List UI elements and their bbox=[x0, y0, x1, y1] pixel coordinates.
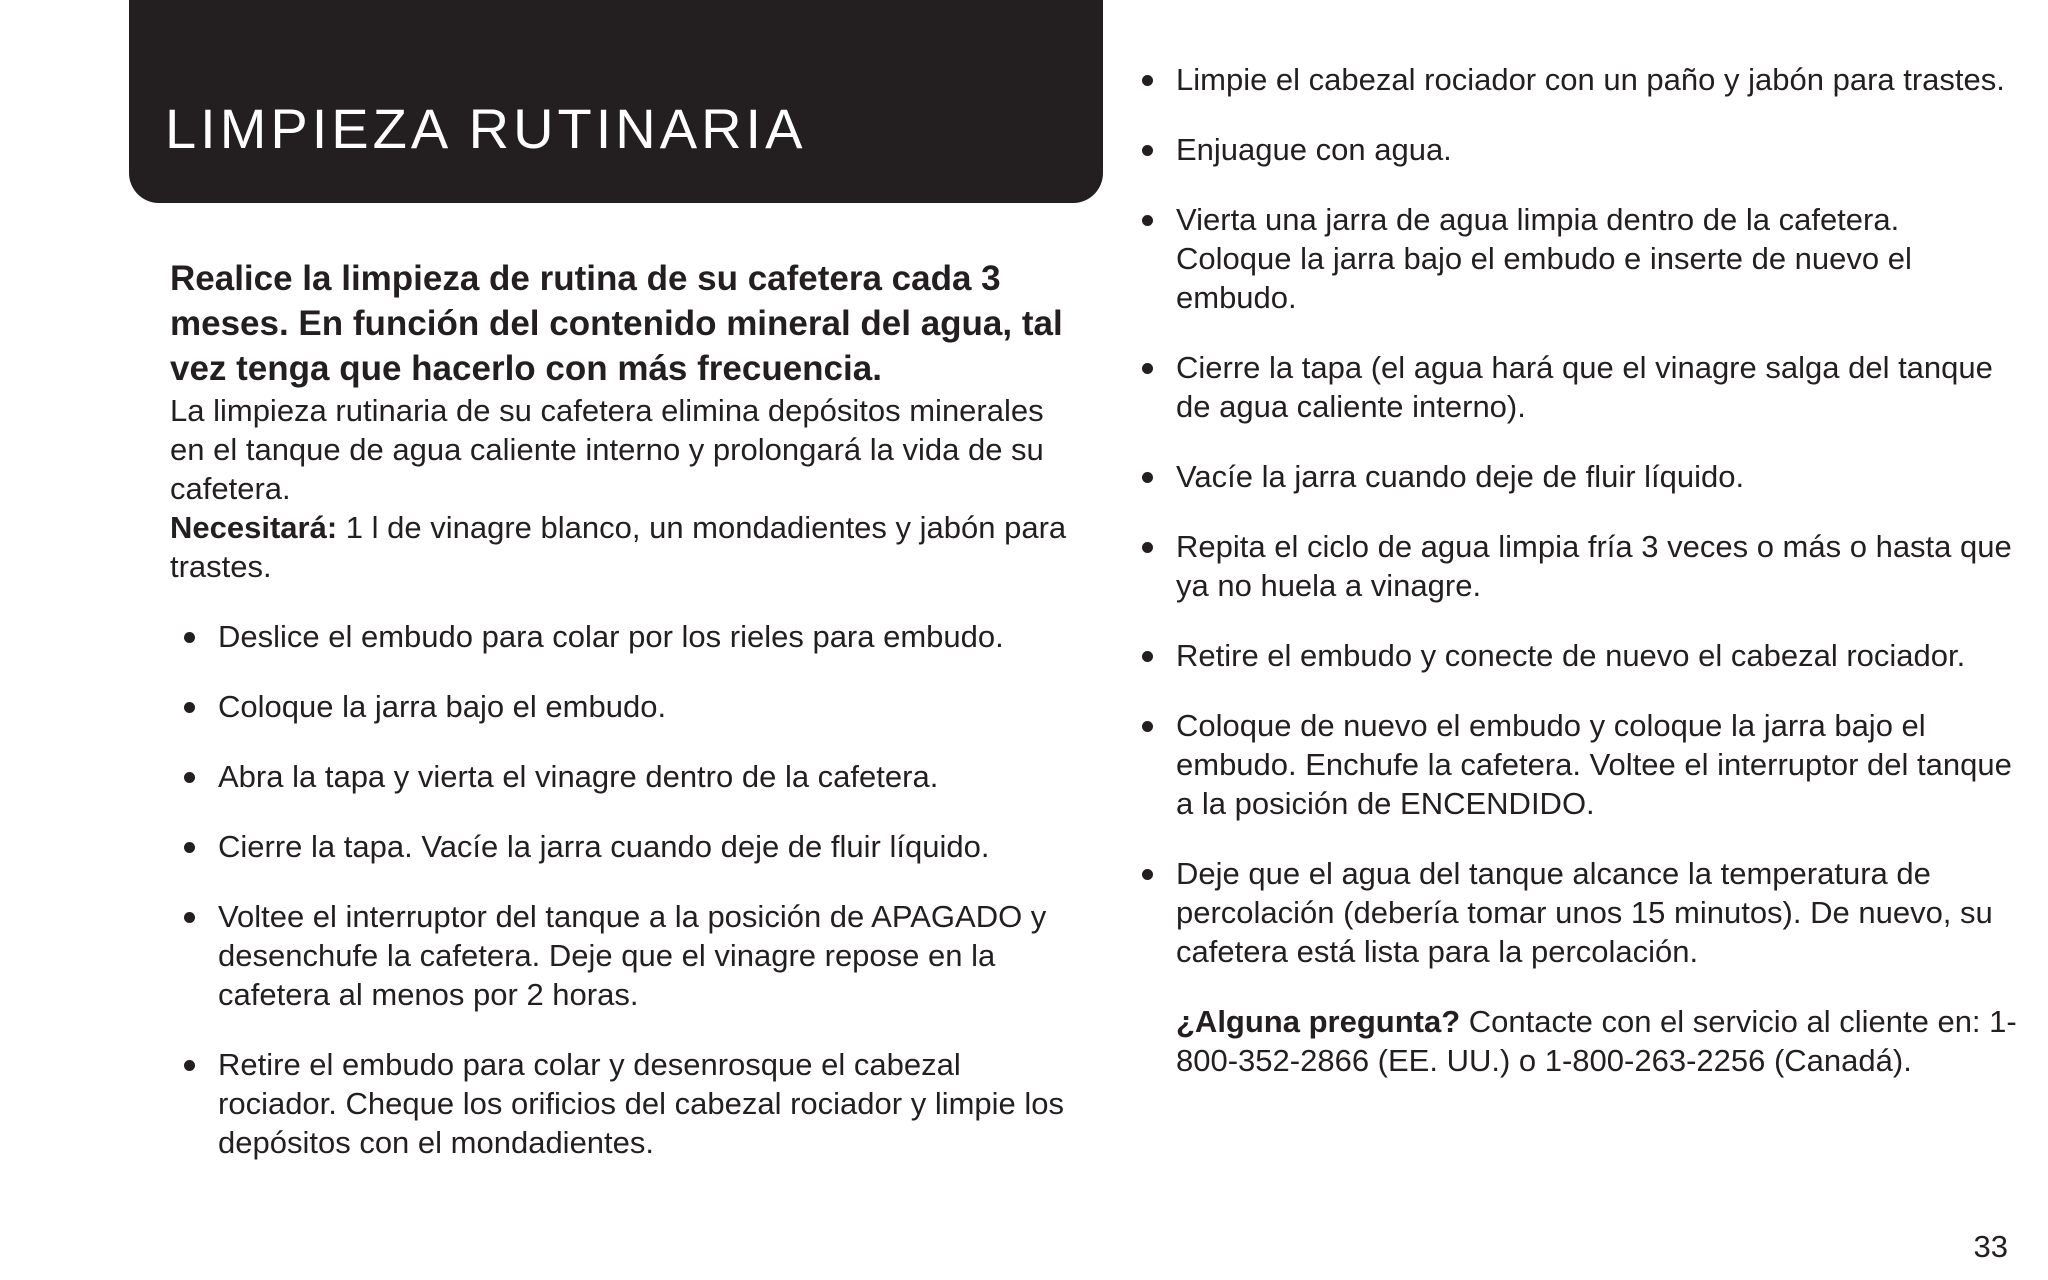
step-item: Cierre la tapa. Vacíe la jarra cuando deje de fluir líquido. bbox=[182, 827, 1070, 866]
step-item: Vierta una jarra de agua limpia dentro de la cafetera. Coloque la jarra bajo el embudo e inserte de nuevo el embudo. bbox=[1140, 200, 2020, 317]
right-step-list bbox=[1140, 60, 2020, 971]
step-item: Retire el embudo y conecte de nuevo el cabezal rociador. bbox=[1140, 636, 2020, 675]
step-item: Retire el embudo para colar y desenrosque el cabezal rociador. Cheque los orificios del cabezal rociador y limpie los depósitos con el mondadientes. bbox=[182, 1045, 1070, 1162]
step-item: Coloque la jarra bajo el embudo. bbox=[182, 687, 1070, 726]
section-title: LIMPIEZA RUTINARIA bbox=[165, 97, 807, 160]
section-header bbox=[129, 0, 1103, 203]
right-column bbox=[1140, 60, 2020, 1080]
step-item: Deje que el agua del tanque alcance la temperatura de percolación (debería tomar unos 15 minutos). De nuevo, su cafetera está lista para la percolación. bbox=[1140, 854, 2020, 971]
step-item: Abra la tapa y vierta el vinagre dentro de la cafetera. bbox=[182, 757, 1070, 796]
step-item: Enjuague con agua. bbox=[1140, 130, 2020, 169]
contact-text: Contacte con el servicio al cliente en: 1-800-352-2866 (EE. UU.) o 1-800-263-2256 (Canadá). bbox=[1176, 1004, 2017, 1078]
left-column bbox=[170, 256, 1070, 1193]
step-item: Limpie el cabezal rociador con un paño y jabón para trastes. bbox=[1140, 60, 2020, 99]
step-item: Deslice el embudo para colar por los rieles para embudo. bbox=[182, 617, 1070, 656]
needs-text: 1 l de vinagre blanco, un mondadientes y jabón para trastes. bbox=[170, 510, 1067, 584]
intro-text: La limpieza rutinaria de su cafetera elimina depósitos minerales en el tanque de agua caliente interno y prolongará la vida de su cafetera. bbox=[170, 393, 1044, 506]
question-label: ¿Alguna pregunta? bbox=[1176, 1004, 1461, 1039]
step-item: Coloque de nuevo el embudo y coloque la jarra bajo el embudo. Enchufe la cafetera. Voltee el interruptor del tanque a la posición de ENCENDIDO. bbox=[1140, 706, 2020, 823]
needs-paragraph bbox=[170, 508, 1070, 586]
step-item: Cierre la tapa (el agua hará que el vinagre salga del tanque de agua caliente interno). bbox=[1140, 348, 2020, 426]
intro-summary: Realice la limpieza de rutina de su cafetera cada 3 meses. En función del contenido mineral del agua, tal vez tenga que hacerlo con más frecuencia. bbox=[170, 259, 1063, 388]
needs-label: Necesitará: bbox=[170, 510, 338, 545]
step-item: Repita el ciclo de agua limpia fría 3 veces o más o hasta que ya no huela a vinagre. bbox=[1140, 527, 2020, 605]
page-number: 33 bbox=[1973, 1229, 2008, 1264]
step-item: Vacíe la jarra cuando deje de fluir líquido. bbox=[1140, 457, 2020, 496]
contact-paragraph bbox=[1140, 1002, 2020, 1080]
step-item: Voltee el interruptor del tanque a la posición de APAGADO y desenchufe la cafetera. Deje que el vinagre repose en la cafetera al menos por 2 horas. bbox=[182, 897, 1070, 1014]
left-step-list bbox=[182, 617, 1070, 1162]
